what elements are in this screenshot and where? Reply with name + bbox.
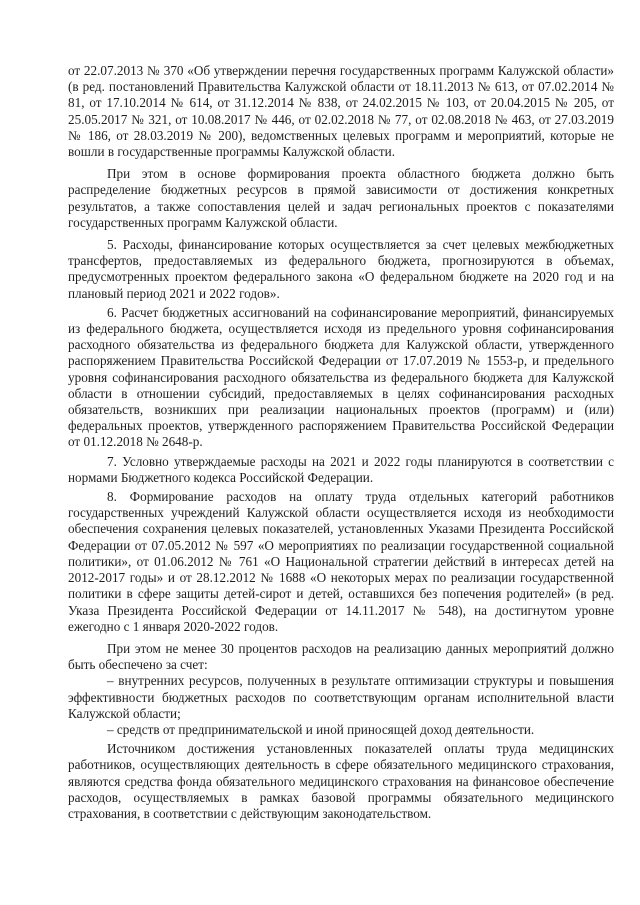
paragraph-item-7: 7. Условно утверждаемые расходы на 2021 и 2022 годы планируются в соответствии с нормами Бюджетного кодекса Российской Федерации.: [68, 453, 614, 485]
paragraph-funding-share: При этом не менее 30 процентов расходов на реализацию данных мероприятий должно быть обеспечено за счет:: [68, 640, 614, 673]
list-item-internal-resources: – внутренних ресурсов, полученных в результате оптимизации структуры и повышения эффективности бюджетных расходов по соответствующим органам исполнительной власти Калужской области;: [68, 673, 614, 721]
paragraph-item-6: 6. Расчет бюджетных ассигнований на софинансирование мероприятий, финансируемых из федерального бюджета, осуществляется исходя из предельного уровня софинансирования расходного обязательства из федерального бюджета для Калужской области, утвержденного распоряжением Правительства Российской Федерации от 17.07.2019 № 1553-р, и предельного уровня софинансирования расходного обязательства из федерального бюджета для Калужской области в отношении субсидий, предоставляемых в целях софинансирования расходных обязательств, возникших при реализации национальных проектов (программ) и (или) федеральных проектов, утвержденного распоряжением Правительства Российской Федерации от 01.12.2018 № 2648-р.: [68, 304, 614, 450]
paragraph-medical-workers: Источником достижения установленных показателей оплаты труда медицинских работников, осуществляющих деятельность в сфере обязательного медицинского страхования, являются средства фонда обязательного медицинского страхования на финансовое обеспечение расходов, осуществляемых в рамках базовой программы обязательного медицинского страхования, в соответствии с действующим законодательством.: [68, 741, 614, 821]
paragraph-continuation: от 22.07.2013 № 370 «Об утверждении перечня государственных программ Калужской области» (в ред. постановлений Правительства Калужской области от 18.11.2013 № 613, от 07.02.2014 № 81, от 17.10.2014 № 614, от 31.12.2014 № 838, от 24.02.2015 № 103, от 20.04.2015 № 205, от 25.05.2017 № 321, от 10.08.2017 № 446, от 02.02.2018 № 77, от 02.08.2018 № 463, от 27.03.2019 № 186, от 28.03.2019 № 200), ведомственных целевых программ и мероприятий, которые не вошли в государственные программы Калужской области.: [68, 63, 614, 160]
paragraph-item-5: 5. Расходы, финансирование которых осуществляется за счет целевых межбюджетных трансфертов, предоставляемых из федерального бюджета, прогнозируются в объемах, предусмотренных проектом федерального закона «О федеральном бюджете на 2020 год и на плановый период 2021 и 2022 годов».: [68, 237, 614, 301]
list-item-business-income: – средств от предпринимательской и иной приносящей доход деятельности.: [107, 721, 535, 737]
paragraph-budget-basis: При этом в основе формирования проекта областного бюджета должно быть распределение бюджетных ресурсов в прямой зависимости от достижения конкретных результатов, а также сопоставления целей и задач региональных проектов с показателями государственных программ Калужской области.: [68, 166, 614, 230]
paragraph-item-8: 8. Формирование расходов на оплату труда отдельных категорий работников государственных учреждений Калужской области осуществляется исходя из необходимости обеспечения сохранения целевых показателей, установленных Указами Президента Российской Федерации от 07.05.2012 № 597 «О мероприятиях по реализации государственной социальной политики», от 01.06.2012 № 761 «О Национальной стратегии действий в интересах детей на 2012-2017 годы» и от 28.12.2012 № 1688 «О некоторых мерах по реализации государственной политики в сфере защиты детей-сирот и детей, оставшихся без попечения родителей» (в ред. Указа Президента Российской Федерации от 14.11.2017 № 548), на достигнутом уровне ежегодно с 1 января 2020-2022 годов.: [68, 489, 614, 634]
